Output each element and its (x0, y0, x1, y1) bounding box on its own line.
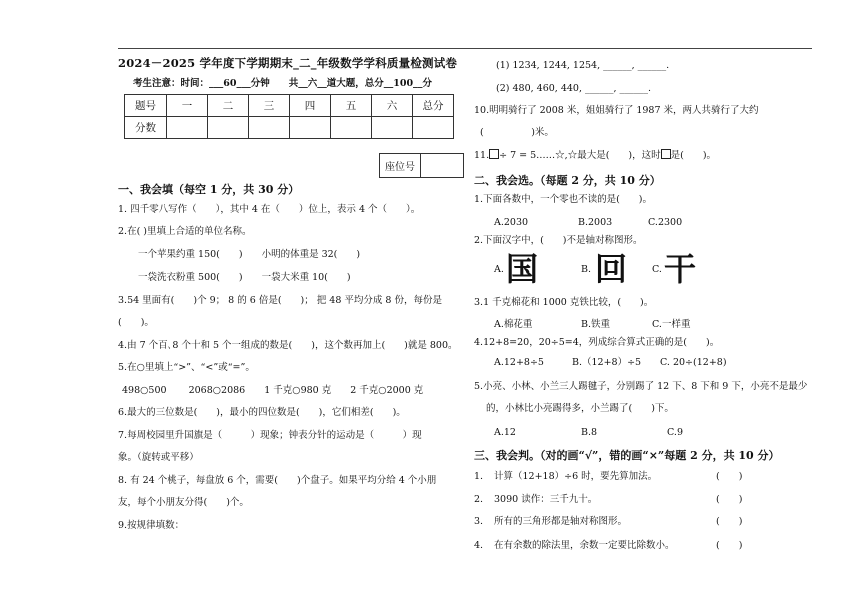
judge-item-number: 4. (474, 540, 484, 551)
option-b-label: B. (581, 264, 592, 275)
score-cell: 总分 (413, 95, 454, 117)
judge-item-text: 所有的三角形都是轴对称图形。 (494, 516, 628, 527)
option-c: C. 20÷(12+8) (660, 357, 727, 368)
score-cell[interactable] (249, 117, 290, 139)
question-line: 498○500 2068○2086 1 千克○980 克 2 千克○2000 克 (122, 385, 424, 396)
option-a-label: A. (494, 264, 504, 275)
score-cell[interactable] (167, 117, 208, 139)
question-line: 10.明明骑行了 2008 米，姐姐骑行了 1987 米，两人共骑行了大约 (474, 105, 759, 116)
seat-number-field[interactable] (421, 154, 464, 178)
judge-item-text: 计算（12+18）÷6 时，要先算加法。 (494, 471, 658, 482)
section-2-heading: 二、我会选。（每题 2 分，共 10 分） (474, 174, 661, 187)
char-hui: 回 (595, 250, 628, 288)
option-a: A.12 (494, 427, 516, 438)
option-b: B.铁重 (581, 319, 611, 330)
score-cell[interactable] (331, 117, 372, 139)
option-a: A.12+8÷5 (494, 357, 544, 368)
question-line: 4.由 7 个百､8 个十和 5 个一组成的数是( )，这个数再加上( )就是 800。 (118, 340, 458, 351)
option-c: C.9 (667, 427, 683, 438)
top-rule (118, 48, 812, 49)
judge-answer-blank[interactable]: ( ) (716, 516, 743, 527)
judge-item-number: 1. (474, 471, 484, 482)
question-11 (474, 149, 716, 162)
char-gan: 干 (664, 250, 697, 288)
question-line: 象。（旋转或平移） (118, 452, 199, 463)
score-cell: 二 (208, 95, 249, 117)
question-line: 9.按规律填数： (118, 520, 185, 531)
score-table-header-row (125, 95, 454, 117)
question-11-number: 11. (474, 150, 490, 161)
option-c-label: C. (652, 264, 662, 275)
question-line: ( )。 (118, 317, 154, 328)
question-line: 8. 有 24 个桃子，每盘放 6 个，需要( )个盘子。如果平均分给 4 个小朋 (118, 475, 437, 486)
score-cell: 五 (331, 95, 372, 117)
char-guo: 国 (506, 250, 539, 288)
score-table-score-row (125, 117, 454, 139)
question-line: 1. 四千零八写作（ ），其中 4 在（ ）位上，表示 4 个（ ）。 (118, 204, 421, 215)
score-cell[interactable] (413, 117, 454, 139)
section-3-heading: 三、我会判。（对的画“√”，错的画“×”每题 2 分，共 10 分） (474, 449, 780, 462)
judge-answer-blank[interactable]: ( ) (716, 540, 743, 551)
score-cell: 分数 (125, 117, 167, 139)
question-line: 的，小林比小亮踢得多，小兰踢了( )下。 (486, 403, 674, 414)
option-c: C.一样重 (652, 319, 691, 330)
score-cell: 题号 (125, 95, 167, 117)
question-line: 5.在○里填上“>”、“<”或“=”。 (118, 362, 255, 373)
question-line: 2.在( )里填上合适的单位名称。 (118, 226, 252, 237)
question-line: 友，每个小朋友分得( )个。 (118, 497, 249, 508)
question-line: 3.54 里面有( )个 9； 8 的 6 倍是( )； 把 48 平均分成 8 份，每份是 (118, 295, 442, 306)
question-line: 4.12+8=20，20÷5=4，列成综合算式正确的是( )。 (474, 337, 720, 348)
section-1-heading: 一、我会填（每空 1 分，共 30 分） (118, 183, 300, 196)
score-cell: 一 (167, 95, 208, 117)
score-cell[interactable] (290, 117, 331, 139)
blank-square-icon (489, 149, 499, 159)
blank-square-icon (661, 149, 671, 159)
question-11-text: ÷ 7 = 5……☆,☆最大是( )，这时 (499, 150, 661, 161)
judge-item-text: 3090 读作：三千九十。 (494, 494, 598, 505)
page-title: 2024－2025 学年度下学期期末_二_年级数学学科质量检测试卷 (118, 56, 458, 70)
exam-notice: 考生注意：时间：___60___分钟 共__六__道大题，总分__100__分 (133, 78, 433, 89)
judge-item-number: 3. (474, 516, 484, 527)
judge-item-number: 2. (474, 494, 484, 505)
question-line: 一个苹果约重 150( ) 小明的体重是 32( ) (138, 249, 361, 260)
question-line: 5.小亮、小林、小兰三人踢毽子，分别踢了 12 下、8 下和 9 下，小亮不是最少 (474, 381, 808, 392)
question-line: 1.下面各数中，一个零也不读的是( )。 (474, 194, 652, 205)
score-table (124, 94, 454, 139)
question-line: 7.每周校园里升国旗是（ ）现象；钟表分针的运动是（ ）现 (118, 430, 422, 441)
seat-number-box (379, 153, 464, 178)
score-cell: 四 (290, 95, 331, 117)
question-line: (1) 1234, 1244, 1254, ______, ______. (496, 60, 670, 71)
score-cell: 三 (249, 95, 290, 117)
question-line: 2.下面汉字中，( )不是轴对称图形。 (474, 235, 643, 246)
option-c: C.2300 (648, 217, 683, 228)
score-cell[interactable] (372, 117, 413, 139)
judge-answer-blank[interactable]: ( ) (716, 471, 743, 482)
option-a: A.2030 (494, 217, 529, 228)
question-line: 一袋洗衣粉重 500( ) 一袋大米重 10( ) (138, 272, 351, 283)
option-a: A.棉花重 (494, 319, 533, 330)
score-cell: 六 (372, 95, 413, 117)
question-11-tail: 是( )。 (670, 150, 717, 161)
judge-item-text: 在有余数的除法里，余数一定要比除数小。 (494, 540, 675, 551)
question-line: 3.1 千克棉花和 1000 克铁比较，( )。 (474, 297, 654, 308)
score-cell[interactable] (208, 117, 249, 139)
question-line: (2) 480, 460, 440, ______, ______. (496, 83, 652, 94)
question-line: ( )米。 (480, 127, 554, 138)
seat-number-label: 座位号 (380, 154, 421, 178)
option-b: B.8 (581, 427, 598, 438)
option-b: B.2003 (578, 217, 613, 228)
judge-answer-blank[interactable]: ( ) (716, 494, 743, 505)
question-line: 6.最大的三位数是( )，最小的四位数是( )，它们相差( )。 (118, 407, 406, 418)
option-b: B.（12+8）÷5 (572, 357, 642, 368)
